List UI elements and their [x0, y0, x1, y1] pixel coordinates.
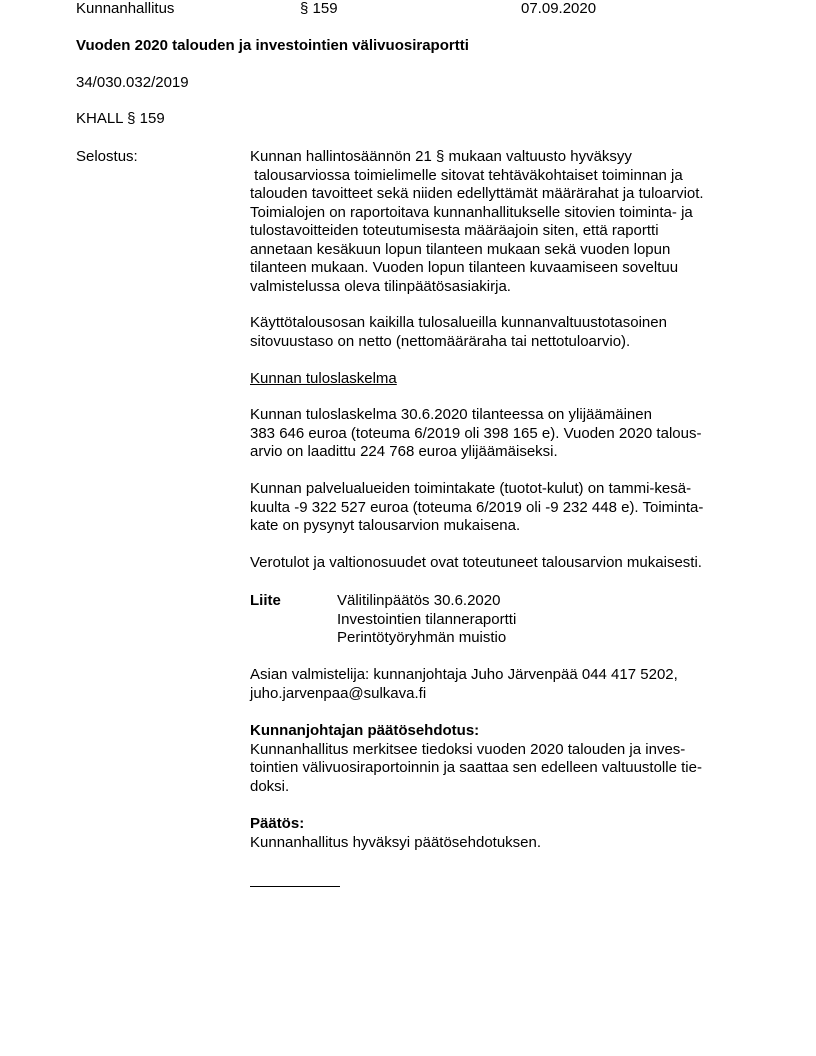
reference-number: 34/030.032/2019 [76, 74, 189, 91]
attachment-item: Välitilinpäätös 30.6.2020 [337, 592, 501, 609]
text-line: Toimialojen on raportoitava kunnanhallitukselle sitovien toiminta- ja [250, 203, 693, 221]
decision-text: Kunnanhallitus hyväksyi päätösehdotuksen. [250, 833, 542, 851]
text-line: Kunnan palvelualueiden toimintakate (tuotot-kulut) on tammi-kesä- [250, 480, 692, 497]
decision-section [250, 815, 750, 852]
paragraph-3 [250, 406, 750, 462]
khall-reference: KHALL § 159 [76, 110, 165, 127]
text-line: arvio on laadittu 224 768 euroa ylijäämäiseksi. [250, 443, 558, 460]
preparer-info [250, 666, 750, 703]
paragraph-2 [250, 314, 750, 351]
preparer-email: juho.jarvenpaa@sulkava.fi [250, 684, 427, 702]
text-line: Kunnanhallitus merkitsee tiedoksi vuoden 2020 talouden ja inves- [250, 740, 686, 758]
text-line: annetaan kesäkuun lopun tilanteen mukaan sekä vuoden lopun [250, 240, 671, 258]
text-line: Kunnan hallintosäännön 21 § mukaan valtuusto hyväksyy [250, 148, 632, 165]
text-line: tilanteen mukaan. Vuoden lopun tilanteen kuvaamiseen soveltuu [250, 259, 679, 276]
selostus-label: Selostus: [76, 148, 138, 165]
text-line: tulostavoitteiden toteutumisesta määräajoin siten, että raportti [250, 222, 659, 239]
decision-heading: Päätös: [250, 815, 305, 832]
text-line: Käyttötalousosan kaikilla tulosalueilla kunnanvaltuustotasoinen [250, 314, 667, 331]
proposal-heading: Kunnanjohtajan päätösehdotus: [250, 722, 480, 739]
text-line: talousarviossa toimielimelle sitovat tehtäväkohtaiset toiminnan ja [250, 166, 683, 184]
attachments-label: Liite [250, 592, 281, 609]
text-line: tointien välivuosiraportoinnin ja saattaa sen edelleen valtuustolle tie- [250, 759, 702, 776]
proposal-section [250, 722, 750, 796]
attachment-item: Investointien tilanneraportti [337, 610, 517, 628]
text-line: Kunnan tuloslaskelma 30.6.2020 tilanteessa on ylijäämäinen [250, 406, 652, 423]
text-line: sitovuustaso on netto (nettomääräraha tai nettotuloarvio). [250, 332, 631, 350]
text-line: kuulta -9 322 527 euroa (toteuma 6/2019 oli -9 232 448 e). Toiminta- [250, 498, 704, 516]
subheading-text: Kunnan tuloslaskelma [250, 370, 397, 387]
text-line: talouden tavoitteet sekä niiden edellyttämät määrärahat ja tuloarviot. [250, 185, 704, 202]
text-line: doksi. [250, 777, 290, 795]
text-line: valmistelussa oleva tilinpäätösasiakirja. [250, 277, 511, 295]
header-organ: Kunnanhallitus [76, 0, 175, 17]
subheading-income-statement [250, 370, 750, 389]
header-date: 07.09.2020 [521, 0, 597, 17]
paragraph-1 [250, 148, 750, 296]
text-line: Verotulot ja valtionosuudet ovat toteutuneet talousarvion mukaisesti. [250, 554, 702, 571]
text-line: 383 646 euroa (toteuma 6/2019 oli 398 165 e). Vuoden 2020 talous- [250, 424, 702, 442]
document-title: Vuoden 2020 talouden ja investointien välivuosiraportti [76, 37, 469, 54]
text-line: kate on pysynyt talousarvion mukaisena. [250, 517, 521, 534]
paragraph-4 [250, 480, 750, 536]
preparer-line: Asian valmistelija: kunnanjohtaja Juho Järvenpää 044 417 5202, [250, 666, 678, 683]
signature-line [250, 886, 340, 887]
attachments-list [337, 592, 516, 648]
header-section: § 159 [300, 0, 338, 17]
paragraph-5 [250, 554, 750, 573]
attachment-item: Perintötyöryhmän muistio [337, 629, 507, 646]
